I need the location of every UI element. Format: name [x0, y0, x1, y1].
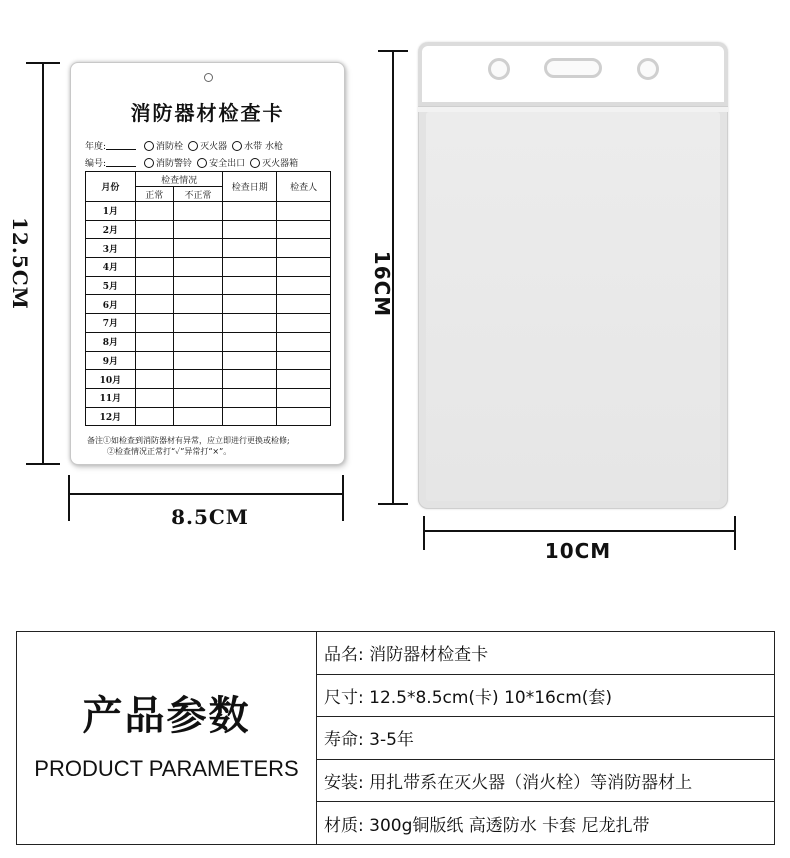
empty-cell [277, 407, 331, 426]
table-row [86, 220, 331, 239]
empty-cell [173, 202, 223, 221]
number-blank [106, 159, 136, 167]
sleeve-width-label: 10CM [544, 539, 612, 563]
parameters-heading-cell [17, 632, 317, 844]
sleeve-pocket [426, 112, 720, 501]
empty-cell [173, 351, 223, 370]
empty-cell [223, 388, 277, 407]
empty-cell [223, 220, 277, 239]
empty-cell [277, 276, 331, 295]
empty-cell [173, 332, 223, 351]
option-circle-icon [197, 158, 207, 168]
empty-cell [173, 220, 223, 239]
month-cell: 9月 [86, 351, 136, 370]
card-option-row-1 [85, 139, 288, 152]
table-row [86, 202, 331, 221]
table-row [86, 351, 331, 370]
month-cell: 12月 [86, 407, 136, 426]
card-width-tick-right [342, 475, 344, 521]
month-cell: 11月 [86, 388, 136, 407]
empty-cell [135, 332, 173, 351]
option-circle-icon [250, 158, 260, 168]
card-title: 消防器材检查卡 [130, 101, 285, 125]
empty-cell [277, 388, 331, 407]
empty-cell [223, 351, 277, 370]
table-row [86, 258, 331, 277]
option-circle-icon [188, 141, 198, 151]
sleeve-width-tick-left [423, 516, 425, 550]
month-cell: 7月 [86, 314, 136, 333]
month-cell: 6月 [86, 295, 136, 314]
parameters-subtitle: PRODUCT PARAMETERS [34, 756, 299, 781]
inspection-table [85, 171, 331, 426]
inspection-card [70, 62, 345, 465]
empty-cell [173, 258, 223, 277]
empty-cell [135, 276, 173, 295]
option-alarm-bell: 消防警铃 [156, 159, 193, 169]
card-width-label: 8.5CM [171, 505, 249, 529]
year-label: 年度: [85, 142, 107, 152]
header-inspector: 检查人 [277, 172, 331, 202]
param-row-lifespan: 寿命: 3-5年 [317, 717, 774, 760]
param-row-install: 安装: 用扎带系在灭火器（消火栓）等消防器材上 [317, 760, 774, 803]
empty-cell [135, 407, 173, 426]
empty-cell [135, 351, 173, 370]
empty-cell [135, 314, 173, 333]
table-row [86, 332, 331, 351]
card-height-line [42, 62, 44, 465]
month-cell: 4月 [86, 258, 136, 277]
empty-cell [277, 351, 331, 370]
product-parameters-table [16, 631, 775, 845]
empty-cell [173, 276, 223, 295]
card-height-tick-bottom [26, 463, 60, 465]
empty-cell [135, 258, 173, 277]
card-width-tick-left [68, 475, 70, 521]
card-notes [87, 435, 290, 457]
option-hydrant: 消防栓 [156, 142, 184, 152]
empty-cell [223, 370, 277, 389]
option-circle-icon [144, 158, 154, 168]
option-extinguisher-box: 灭火器箱 [262, 159, 299, 169]
empty-cell [223, 314, 277, 333]
empty-cell [277, 220, 331, 239]
empty-cell [135, 239, 173, 258]
header-abnormal: 不正常 [173, 187, 223, 202]
empty-cell [277, 370, 331, 389]
param-row-size: 尺寸: 12.5*8.5cm(卡) 10*16cm(套) [317, 675, 774, 718]
empty-cell [223, 258, 277, 277]
table-row [86, 239, 331, 258]
header-month: 月份 [86, 172, 136, 202]
empty-cell [277, 239, 331, 258]
empty-cell [223, 407, 277, 426]
sleeve-width-tick-right [734, 516, 736, 550]
table-row [86, 314, 331, 333]
sleeve-slot-icon [544, 58, 602, 78]
sleeve-width-line [423, 530, 736, 532]
empty-cell [135, 202, 173, 221]
empty-cell [173, 314, 223, 333]
empty-cell [135, 295, 173, 314]
empty-cell [277, 314, 331, 333]
number-label: 编号: [85, 159, 107, 169]
empty-cell [277, 202, 331, 221]
card-note-1: 备注①如检查到消防器材有异常，应立即进行更换或检修; [87, 436, 290, 445]
month-cell: 8月 [86, 332, 136, 351]
empty-cell [173, 239, 223, 258]
empty-cell [173, 407, 223, 426]
empty-cell [173, 295, 223, 314]
sleeve-height-tick-bottom [378, 503, 408, 505]
sleeve-top-strip [418, 42, 728, 106]
empty-cell [135, 370, 173, 389]
month-cell: 2月 [86, 220, 136, 239]
option-hose: 水带 水枪 [244, 142, 283, 152]
table-row [86, 407, 331, 426]
option-circle-icon [144, 141, 154, 151]
table-row [86, 370, 331, 389]
empty-cell [223, 239, 277, 258]
empty-cell [173, 370, 223, 389]
year-blank [106, 142, 136, 150]
empty-cell [277, 332, 331, 351]
option-exit: 安全出口 [209, 159, 246, 169]
sleeve-height-label: 16CM [370, 250, 394, 318]
month-cell: 5月 [86, 276, 136, 295]
card-height-label: 12.5CM [8, 217, 32, 310]
sleeve-hole-right-icon [637, 58, 659, 80]
empty-cell [135, 220, 173, 239]
empty-cell [173, 388, 223, 407]
empty-cell [223, 295, 277, 314]
parameters-title: 产品参数 [82, 693, 251, 739]
month-cell: 3月 [86, 239, 136, 258]
option-circle-icon [232, 141, 242, 151]
param-row-material: 材质: 300g铜版纸 高透防水 卡套 尼龙扎带 [324, 816, 650, 837]
table-row [86, 276, 331, 295]
sleeve-hole-left-icon [488, 58, 510, 80]
header-status: 检查情况 [135, 172, 223, 187]
empty-cell [135, 388, 173, 407]
card-note-2: ②检查情况正常打“✓”异常打“×”。 [107, 447, 232, 456]
card-option-row-2 [85, 156, 303, 169]
parameters-rows [317, 632, 774, 844]
inspection-table-body [86, 202, 331, 426]
empty-cell [223, 202, 277, 221]
month-cell: 10月 [86, 370, 136, 389]
badge-sleeve [418, 42, 728, 509]
month-cell: 1月 [86, 202, 136, 221]
empty-cell [223, 332, 277, 351]
empty-cell [277, 258, 331, 277]
empty-cell [223, 276, 277, 295]
option-extinguisher: 灭火器 [200, 142, 228, 152]
table-row [86, 295, 331, 314]
header-date: 检查日期 [223, 172, 277, 202]
header-normal: 正常 [135, 187, 173, 202]
table-row [86, 388, 331, 407]
empty-cell [277, 295, 331, 314]
card-hang-hole [204, 73, 213, 82]
card-width-line [68, 493, 344, 495]
param-row-name: 品名: 消防器材检查卡 [317, 632, 774, 675]
